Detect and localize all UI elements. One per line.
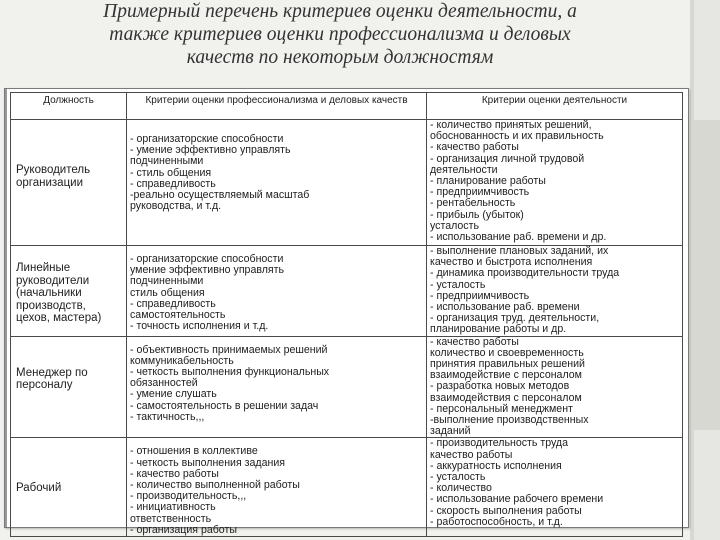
criterion: - производительность,,, xyxy=(130,490,247,503)
criterion: - разработка новых методов xyxy=(430,380,570,393)
criterion: - качество работы xyxy=(430,141,519,154)
table-row xyxy=(11,246,683,337)
criterion: - использование раб. времени и др. xyxy=(430,231,607,244)
table-row xyxy=(11,336,683,438)
table-row xyxy=(11,120,683,246)
table-row xyxy=(11,438,683,537)
position-cell xyxy=(11,246,127,337)
position-line: Линейные xyxy=(16,262,71,274)
position-line: Менеджер по xyxy=(16,366,88,379)
criterion: - планирование работы xyxy=(430,175,546,188)
criterion: - количество выполненной работы xyxy=(130,479,300,492)
position-line: персоналу xyxy=(16,379,73,392)
criterion: подчиненными xyxy=(130,155,204,168)
criterion: планирование работы и др. xyxy=(430,323,567,336)
criterion: - усталость xyxy=(430,471,486,484)
position-line: цехов, мастера) xyxy=(16,312,102,324)
activity-cell xyxy=(427,246,683,337)
professionalism-cell xyxy=(127,120,427,246)
band-stripe xyxy=(694,430,720,540)
criterion: - справедливость xyxy=(130,177,216,190)
header-professionalism: Критерии оценки профессионализма и деловых качеств xyxy=(127,93,427,120)
position-line: Рабочий xyxy=(16,482,62,495)
criterion: - качество работы xyxy=(430,335,519,348)
criterion: качество работы xyxy=(430,448,513,461)
criterion: - выполнение плановых заданий, их xyxy=(430,245,609,257)
criterion: - умение слушать xyxy=(130,388,217,401)
criterion: - скорость выполнения работы xyxy=(430,504,582,517)
criterion: стиль общения xyxy=(130,286,205,299)
criterion: - самостоятельность в решении задач xyxy=(130,399,319,412)
title-line: Примерный перечень критериев оценки деятельности, а xyxy=(103,1,577,22)
position-line: производств, xyxy=(16,299,86,312)
criterion: - усталость xyxy=(430,278,486,291)
criterion: - объективность принимаемых решений xyxy=(130,343,328,356)
criterion: обоснованность и их правильность xyxy=(430,130,604,143)
position-cell xyxy=(11,120,127,246)
criterion: - использование раб. времени xyxy=(430,301,580,314)
criterion: - количество принятых решений, xyxy=(430,119,592,131)
criterion: коммуникабельность xyxy=(130,354,234,367)
criterion: - использование рабочего времени xyxy=(430,493,604,506)
criterion: взаимодействие с персоналом xyxy=(430,369,582,382)
criterion: качество и быстрота исполнения xyxy=(430,256,593,269)
criterion: руководства, и т.д. xyxy=(130,200,222,213)
criterion: - стиль общения xyxy=(130,166,212,179)
criterion: - динамика производительности труда xyxy=(430,267,620,280)
criterion: -реально осуществляемый масштаб xyxy=(130,189,310,202)
position-line: организации xyxy=(16,176,84,189)
criterion: принятия правильных решений xyxy=(430,358,585,371)
position-cell xyxy=(11,438,127,537)
criterion: - тактичность,,, xyxy=(130,410,205,423)
criterion: - работоспособность, и т.д. xyxy=(430,515,563,528)
criterion: - четкость выполнения задания xyxy=(130,456,285,469)
band-stripe xyxy=(694,0,720,120)
position-cell xyxy=(11,336,127,438)
title-line: качеств по некоторым должностям xyxy=(186,47,494,68)
criterion: взаимодействия с персоналом xyxy=(430,391,582,404)
slide-right-band xyxy=(690,0,720,540)
criterion: - предприимчивость xyxy=(430,289,530,302)
criterion: -выполнение производственных xyxy=(430,414,589,427)
position-line: (начальники xyxy=(16,287,82,299)
criterion: усталость xyxy=(430,219,479,232)
criterion: ответственность xyxy=(130,512,212,525)
header-activity: Критерии оценки деятельности xyxy=(427,93,683,120)
criterion: - четкость выполнения функциональных xyxy=(130,366,330,379)
criterion: - организаторские способности xyxy=(130,253,284,265)
slide-title xyxy=(30,0,650,69)
criterion: - аккуратность исполнения xyxy=(430,459,562,472)
criterion: - точность исполнения и т.д. xyxy=(130,320,269,333)
criterion: самостоятельность xyxy=(130,309,226,322)
position-line: Руководитель xyxy=(16,164,91,176)
title-line: также критериев оценки профессионализма и деловых xyxy=(109,24,571,45)
criterion: - организация личной трудовой xyxy=(430,152,585,165)
criterion: обязанностей xyxy=(130,377,198,390)
activity-cell xyxy=(427,120,683,246)
criterion: - персональный менеджмент xyxy=(430,402,573,415)
criterion: количество и своевременность xyxy=(430,346,584,359)
criterion: - качество работы xyxy=(130,467,219,480)
position-line: руководители xyxy=(16,274,90,287)
criteria-table xyxy=(10,92,683,537)
criterion: - производительность труда xyxy=(430,437,569,450)
criterion: подчиненными xyxy=(130,275,204,288)
criterion: - организаторские способности xyxy=(130,133,284,145)
criterion: деятельности xyxy=(430,163,498,176)
criterion: - справедливость xyxy=(130,297,216,310)
scanned-document xyxy=(4,88,689,536)
activity-cell xyxy=(427,438,683,537)
criterion: - количество xyxy=(430,482,492,495)
criterion: - прибыль (убыток) xyxy=(430,208,524,221)
criterion: - рентабельность xyxy=(430,197,516,210)
criterion: заданий xyxy=(430,425,471,438)
criterion: - отношения в коллективе xyxy=(130,445,258,458)
professionalism-cell xyxy=(127,438,427,537)
criterion: - организация работы xyxy=(130,523,237,536)
criterion: - инициативность xyxy=(130,501,216,514)
criterion: - организация труд. деятельности, xyxy=(430,312,600,325)
professionalism-cell xyxy=(127,246,427,337)
criterion: умение эффективно управлять xyxy=(130,264,285,277)
activity-cell xyxy=(427,336,683,438)
professionalism-cell xyxy=(127,336,427,438)
table-header-row xyxy=(11,93,683,120)
header-position: Должность xyxy=(11,93,127,120)
criterion: - предприимчивость xyxy=(430,186,530,199)
criterion: - умение эффективно управлять xyxy=(130,144,291,157)
